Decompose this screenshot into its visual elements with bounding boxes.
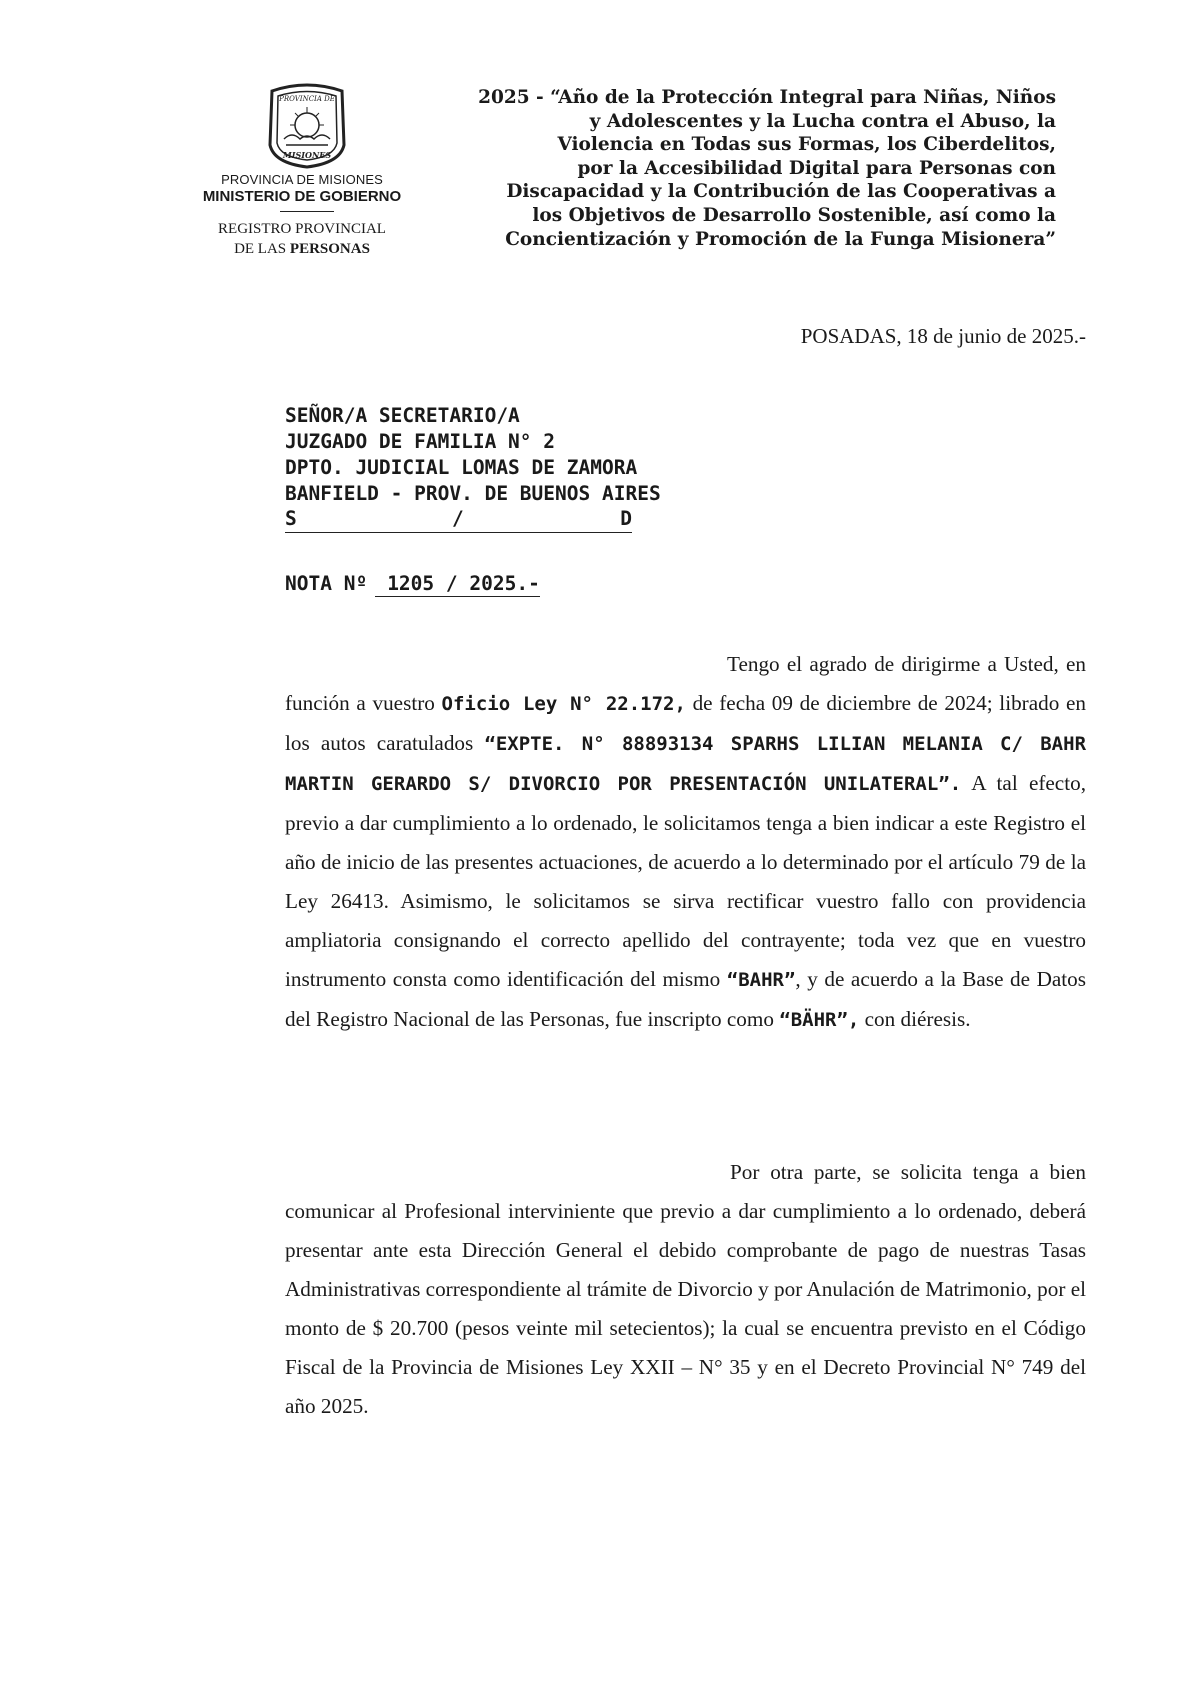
su-despacho-line — [285, 507, 632, 533]
motto-line: Violencia en Todas sus Formas, los Ciberdelitos, — [557, 134, 1056, 156]
motto-line: por la Accesibilidad Digital para Personas con — [577, 157, 1056, 179]
p1-text: Tengo el agrado de dirigirme a Usted, en función a vuestro — [285, 652, 1086, 715]
year-motto — [420, 86, 1056, 251]
note-label: NOTA Nº — [285, 572, 368, 595]
province-name: PROVINCIA DE MISIONES — [221, 172, 383, 187]
motto-line: los Objetivos de Desarrollo Sostenible, así como la — [532, 204, 1056, 226]
provincia-de-misiones-seal-icon — [262, 83, 352, 169]
recipient-line: JUZGADO DE FAMILIA N° 2 — [285, 430, 556, 453]
p1-case-title: “EXPTE. N° 88893134 SPARHS LILIAN MELANIA C/ BAHR MARTIN GERARDO S/ DIVORCIO POR PRESENTACIÓN UNILATERAL”. — [285, 733, 1087, 795]
p1-text: de fecha 09 de diciembre de 2024; librado en los autos caratulados — [285, 691, 1086, 755]
body-paragraph-1 — [285, 645, 1086, 1040]
recipient-line: BANFIELD - PROV. DE BUENOS AIRES — [285, 482, 661, 505]
registry-line-1: REGISTRO PROVINCIAL — [218, 221, 386, 237]
sd-slash: / — [452, 507, 464, 530]
motto-line: y Adolescentes y la Lucha contra el Abuso, la — [589, 110, 1056, 132]
sd-d: D — [620, 507, 632, 530]
note-number-value: 1205 / 2025.- — [375, 572, 540, 597]
body-paragraph-2: Por otra parte, se solicita tenga a bien comunicar al Profesional interviniente que previo a dar cumplimiento a lo ordenado, deberá presentar ante esta Dirección General el debido comprobante de pago de nuestras Tasas Administrativas correspondiente al trámite de Divorcio y por Anulación de Matrimonio, por el monto de $ 20.700 (pesos veinte mil setecientos); la cual se encuentra previsto en el Código Fiscal de la Provincia de Misiones Ley XXII – N° 35 y en el Decreto Provincial N° 749 del año 2025. — [285, 1160, 1086, 1418]
seal-text-top: PROVINCIA DE — [279, 95, 335, 103]
recipient-block — [285, 403, 661, 507]
letter-date: POSADAS, 18 de junio de 2025.- — [800, 324, 1086, 348]
note-number — [285, 572, 540, 597]
p1-text: , y de acuerdo a la Base de Datos del Registro Nacional de las Personas, fue inscripto como — [285, 967, 1086, 1031]
sd-s: S — [285, 507, 297, 530]
recipient-line: DPTO. JUDICIAL LOMAS DE ZAMORA — [285, 456, 638, 479]
registry-line-2-bold: PERSONAS — [289, 241, 370, 257]
seal-text-bottom: MISIONES — [282, 150, 332, 160]
motto-line: Concientización y Promoción de la Funga Misionera” — [505, 228, 1056, 250]
registry-line-2-prefix: DE LAS — [234, 241, 287, 257]
header-divider — [280, 211, 334, 212]
ministry-name: MINISTERIO DE GOBIERNO — [202, 188, 402, 205]
motto-line: 2025 - “Año de la Protección Integral para Niñas, Niños — [478, 87, 1056, 108]
p1-text: A tal efecto, previo a dar cumplimiento a lo ordenado, le solicitamos tenga a bien indicar a este Registro el año de inicio de las presentes actuaciones, de acuerdo a lo determinado por el artículo 79 de la Ley 26413. Asimismo, le solicitamos se sirva rectificar vuestro fallo con providencia ampliatoria consignando el correcto apellido del contrayente; toda vez que en vuestro instrumento consta como identificación del mismo — [285, 771, 1086, 991]
recipient-line: SEÑOR/A SECRETARIO/A — [285, 404, 520, 427]
registry-line-2 — [188, 241, 416, 258]
p1-oficio-ref: Oficio Ley N° 22.172, — [441, 693, 686, 715]
p1-surname-wrong: “BAHR” — [726, 969, 796, 991]
p1-text: con diéresis. — [859, 1007, 971, 1031]
p1-surname-correct: “BÄHR”, — [779, 1009, 860, 1031]
motto-line: Discapacidad y la Contribución de las Cooperativas a — [506, 181, 1056, 203]
